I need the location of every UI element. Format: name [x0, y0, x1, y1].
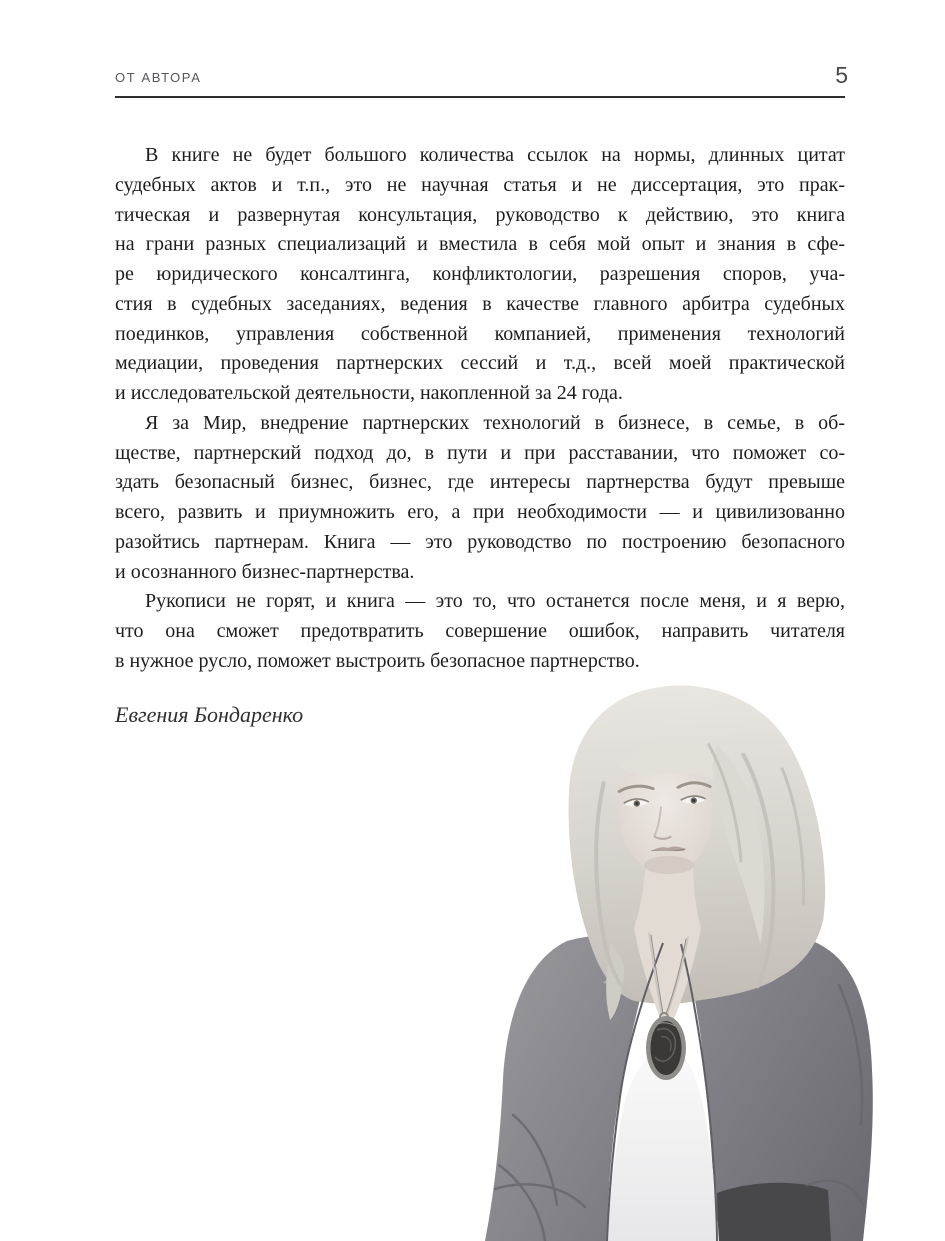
text-line: на грани разных специализаций и вместила в себя мой опыт и знания в сфе-: [115, 233, 845, 256]
author-photo: [455, 685, 945, 1241]
text-line: в нужное русло, поможет выстроить безопасное партнерство.: [115, 649, 640, 672]
text-line: тическая и развернутая консультация, руководство к действию, это книга: [115, 203, 845, 226]
text-line: медиации, проведения партнерских сессий и т.д., всей моей практической: [115, 352, 845, 375]
text-line: разойтись партнерам. Книга — это руководство по построению безопасного: [115, 530, 845, 553]
page-number: 5: [835, 62, 848, 88]
header-rule: [115, 96, 845, 98]
text-line: стия в судебных заседаниях, ведения в качестве главного арбитра судебных: [115, 292, 845, 315]
text-line: поединков, управления собственной компанией, применения технологий: [115, 322, 845, 345]
text-line: Рукописи не горят, и книга — это то, что останется после меня, и я верю,: [145, 590, 845, 613]
author-photo-illustration: [455, 685, 945, 1241]
text-line: что она сможет предотвратить совершение ошибок, направить читателя: [115, 620, 845, 642]
text-line: и исследовательской деятельности, накопленной за 24 года.: [115, 382, 623, 404]
pendant: [646, 1016, 686, 1080]
text-line: ществе, партнерский подход до, в пути и при расставании, что поможет со-: [115, 441, 845, 464]
section-title: ОТ АВТОРА: [115, 70, 202, 85]
text-line: В книге не будет большого количества ссылок на нормы, длинных цитат: [145, 144, 845, 166]
text-line: Я за Мир, внедрение партнерских технологий в бизнесе, в семье, в об-: [145, 411, 845, 434]
text-line: судебных актов и т.п., это не научная статья и не диссертация, это прак-: [115, 173, 845, 196]
text-line: ре юридического консалтинга, конфликтологии, разрешения споров, уча-: [115, 263, 845, 285]
text-line: всего, развить и приумножить его, а при необходимости — и цивилизованно: [115, 501, 845, 523]
text-line: здать безопасный бизнес, бизнес, где интересы партнерства будут превыше: [115, 471, 845, 494]
text-line: и осознанного бизнес-партнерства.: [115, 560, 415, 583]
skirt: [717, 1183, 831, 1241]
chin-shadow: [644, 856, 694, 874]
body-text: [115, 141, 845, 677]
author-signature: Евгения Бондаренко: [115, 702, 304, 727]
